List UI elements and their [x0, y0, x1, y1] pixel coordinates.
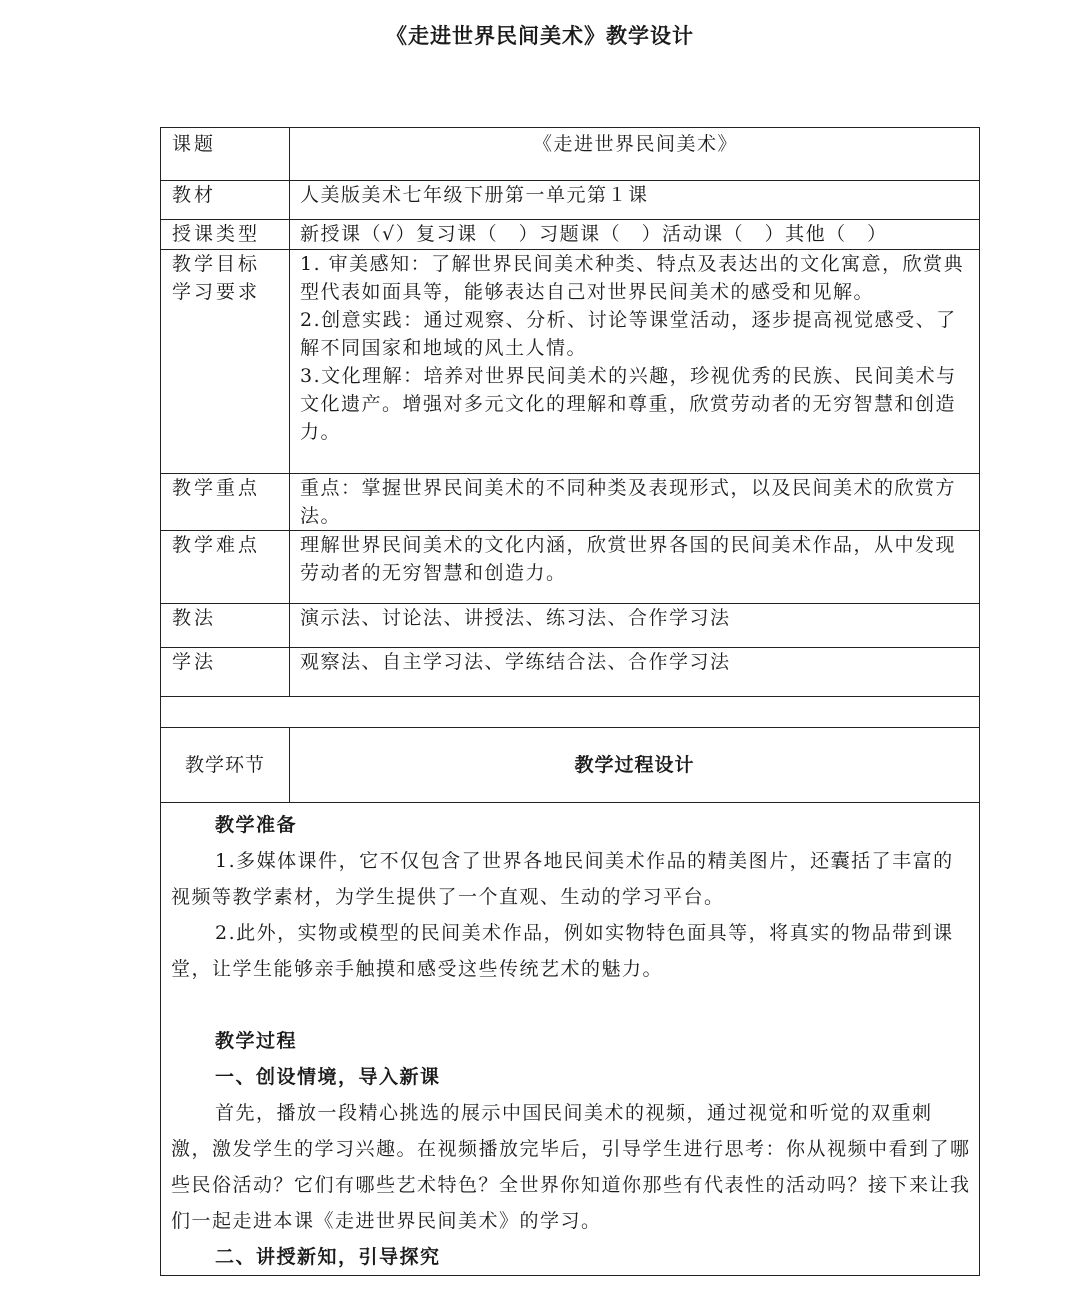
row-learning-method	[161, 648, 980, 697]
value-lesson-type: 新授课（√）复习课（ ）习题课（ ）活动课（ ）其他（ ）	[290, 220, 980, 250]
label-goals-line2: 学习要求	[172, 281, 261, 303]
value-goals	[290, 250, 980, 474]
prep-heading: 教学准备	[215, 814, 298, 836]
lesson-plan-table	[160, 127, 980, 1276]
goal-item-3: 3.文化理解：培养对世界民间美术的兴趣，珍视优秀的民族、民间美术与文化遗产。增强对多元文化的理解和尊重，欣赏劳动者的无穷智慧和创造力。	[300, 365, 957, 443]
document-title: 《走进世界民间美术》教学设计	[386, 23, 694, 48]
row-empty-spacer	[161, 697, 980, 728]
value-difficulties: 理解世界民间美术的文化内涵，欣赏世界各国的民间美术作品，从中发现劳动者的无穷智慧和创造力。	[290, 531, 980, 604]
label-learning-method: 学法	[161, 648, 290, 697]
label-goals	[161, 250, 290, 474]
row-process-header	[161, 728, 980, 803]
row-topic	[161, 128, 980, 181]
label-textbook: 教材	[161, 181, 290, 220]
process-content	[161, 803, 980, 1276]
value-textbook: 人美版美术七年级下册第一单元第１课	[290, 181, 980, 220]
value-learning-method: 观察法、自主学习法、学练结合法、合作学习法	[290, 648, 980, 697]
prep-paragraph-2: 2.此外，实物或模型的民间美术作品，例如实物特色面具等，将真实的物品带到课堂，让学生能够亲手触摸和感受这些传统艺术的魅力。	[171, 922, 954, 980]
row-key-points	[161, 474, 980, 531]
value-key-points: 重点：掌握世界民间美术的不同种类及表现形式，以及民间美术的欣赏方法。	[290, 474, 980, 531]
goal-item-2: 2.创意实践：通过观察、分析、讨论等课堂活动，逐步提高视觉感受、了解不同国家和地域的风土人情。	[300, 309, 957, 359]
label-teaching-method: 教法	[161, 604, 290, 648]
label-lesson-type: 授课类型	[161, 220, 290, 250]
spacer	[171, 987, 971, 1023]
value-topic: 《走进世界民间美术》	[290, 128, 980, 181]
row-goals	[161, 250, 980, 474]
empty-cell	[161, 697, 980, 728]
header-teaching-stage: 教学环节	[161, 728, 290, 803]
value-teaching-method: 演示法、讨论法、讲授法、练习法、合作学习法	[290, 604, 980, 648]
step1-paragraph: 首先，播放一段精心挑选的展示中国民间美术的视频，通过视觉和听觉的双重刺激，激发学生的学习兴趣。在视频播放完毕后，引导学生进行思考：你从视频中看到了哪些民俗活动？它们有哪些艺术特色？全世界你知道你那些有代表性的活动吗？接下来让我们一起走进本课《走进世界民间美术》的学习。	[171, 1102, 971, 1232]
header-process-design: 教学过程设计	[290, 728, 980, 803]
goal-item-1: 1. 审美感知：了解世界民间美术种类、特点及表达出的文化寓意，欣赏典型代表如面具等，能够表达自己对世界民间美术的感受和见解。	[300, 253, 965, 303]
label-key-points: 教学重点	[161, 474, 290, 531]
row-textbook	[161, 181, 980, 220]
step1-heading: 一、创设情境，导入新课	[215, 1066, 441, 1088]
prep-paragraph-1: 1.多媒体课件，它不仅包含了世界各地民间美术作品的精美图片，还囊括了丰富的视频等教学素材，为学生提供了一个直观、生动的学习平台。	[171, 850, 954, 908]
label-topic: 课题	[161, 128, 290, 181]
label-goals-line1: 教学目标	[172, 253, 261, 275]
row-lesson-type	[161, 220, 980, 250]
step2-heading: 二、讲授新知，引导探究	[215, 1246, 441, 1268]
row-difficulties	[161, 531, 980, 604]
label-difficulties: 教学难点	[161, 531, 290, 604]
row-process-content	[161, 803, 980, 1276]
row-teaching-method	[161, 604, 980, 648]
process-heading: 教学过程	[215, 1030, 298, 1052]
